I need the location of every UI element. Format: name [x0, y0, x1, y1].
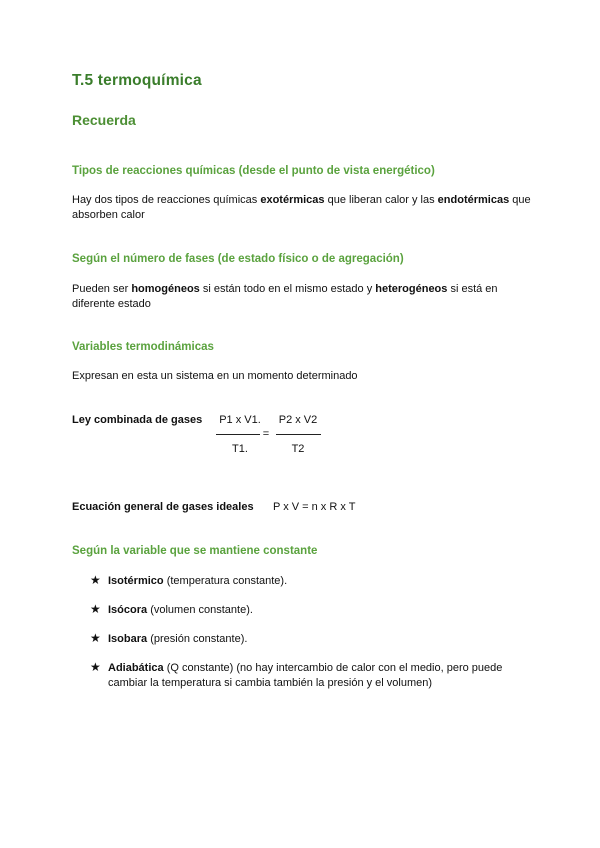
list-item-term: Adiabática	[108, 662, 164, 674]
text-segment: Hay dos tipos de reacciones químicas	[72, 194, 261, 206]
text-segment: que absorben calor	[72, 194, 531, 221]
text-segment: si está en diferente estado	[72, 283, 498, 310]
star-bullet-icon: ★	[90, 631, 101, 645]
paragraph-phases	[72, 282, 532, 312]
list-item-term: Isobara	[108, 633, 148, 645]
heading-constant-variable: Según la variable que se mantiene constante	[72, 545, 318, 557]
ideal-gas-label: Ecuación general de gases ideales	[72, 501, 254, 513]
fraction-left-numerator: P1 x V1.	[219, 414, 261, 426]
term-homogeneous: homogéneos	[131, 283, 200, 295]
list-item-term: Isotérmico	[108, 575, 164, 587]
fraction-left-denominator: T1.	[232, 443, 248, 455]
list-item-term: Isócora	[108, 604, 148, 616]
star-bullet-icon: ★	[90, 660, 101, 674]
ideal-gas-equation: P x V = n x R x T	[273, 501, 356, 513]
fraction-right-numerator: P2 x V2	[278, 414, 318, 426]
list-item-text: (volumen constante).	[147, 604, 253, 616]
paragraph-reaction-types	[72, 193, 532, 223]
term-exothermic: exotérmicas	[260, 194, 325, 206]
text-segment: que liberan calor y las	[324, 194, 438, 206]
list-item-text: (Q constante) (no hay intercambio de calor con el medio, pero puede cambiar la temperatura si cambia también la presión y el volumen)	[108, 662, 503, 689]
star-bullet-icon: ★	[90, 573, 101, 587]
heading-phases: Según el número de fases (de estado físico o de agregación)	[72, 253, 404, 265]
paragraph-variables: Expresan en esta un sistema en un momento determinado	[72, 370, 358, 382]
fraction-right-bar	[276, 434, 321, 435]
term-heterogeneous: heterogéneos	[375, 283, 448, 295]
text-segment: si están todo en el mismo estado y	[199, 283, 376, 295]
fraction-right-denominator: T2	[291, 443, 305, 455]
star-bullet-icon: ★	[90, 602, 101, 616]
term-endothermic: endotérmicas	[437, 194, 510, 206]
page-title: T.5 termoquímica	[72, 72, 202, 89]
equals-sign: =	[262, 428, 270, 440]
text-segment: Pueden ser	[72, 283, 132, 295]
combined-law-label: Ley combinada de gases	[72, 414, 203, 426]
section-heading-recuerda: Recuerda	[72, 112, 136, 128]
heading-variables: Variables termodinámicas	[72, 341, 214, 353]
fraction-left-bar	[216, 434, 260, 435]
list-item-text: (presión constante).	[147, 633, 248, 645]
heading-reaction-types: Tipos de reacciones químicas (desde el punto de vista energético)	[72, 165, 435, 177]
list-item-text: (temperatura constante).	[163, 575, 288, 587]
